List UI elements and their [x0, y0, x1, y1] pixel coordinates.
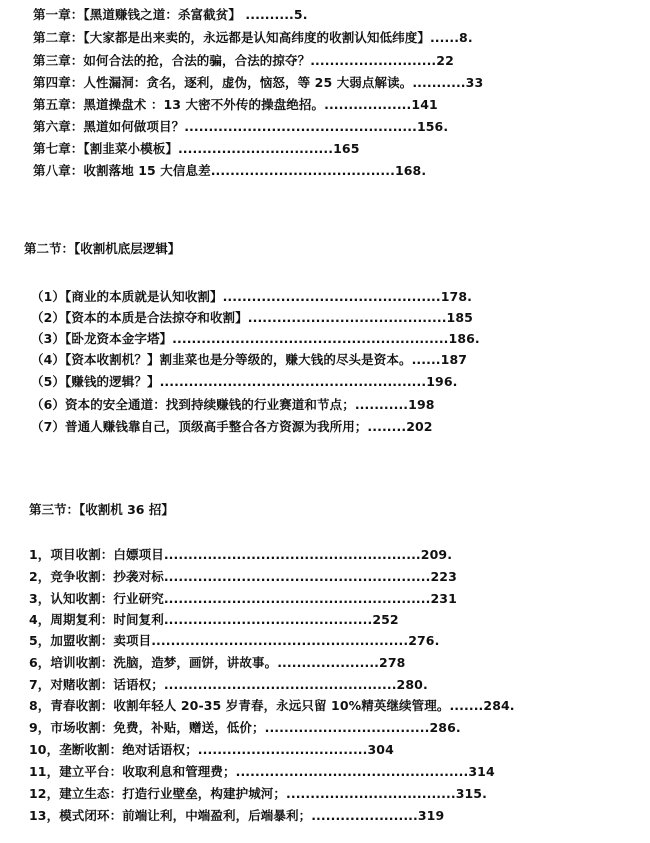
toc-title: 8，青春收割：收割年轻人 20-35 岁青春，永远只留 10%精英继续管理。: [29, 698, 450, 713]
dot-leader: .......: [449, 698, 484, 713]
toc-entry-chapter-7[interactable]: [33, 141, 360, 157]
toc-title: 7，对赌收割：话语权；: [29, 677, 164, 692]
toc-entry-chapter-8[interactable]: [33, 163, 426, 179]
page-number: 185: [446, 310, 473, 325]
toc-title: 11，建立平台：收取利息和管理费；: [29, 764, 236, 779]
dot-leader: ...........................................: [163, 612, 373, 627]
dot-leader: ..........: [245, 7, 294, 22]
dot-leader: .....................: [277, 655, 380, 670]
toc-entry-section-2-item-1[interactable]: [31, 289, 472, 305]
dot-leader: ......................................: [210, 163, 395, 178]
page-number: 141: [411, 97, 438, 112]
dot-leader: ...........: [354, 397, 409, 412]
toc-title: （2）【资本的本质是合法掠夺和收割】: [31, 310, 248, 325]
dot-leader: ................................................: [235, 764, 469, 779]
dot-leader: ................................................: [184, 119, 417, 134]
toc-title: （6）资本的安全通道：找到持续赚钱的行业赛道和节点；: [31, 397, 355, 412]
toc-title: 第五章：黑道操盘术 ：13 大密不外传的操盘绝招。: [33, 97, 325, 112]
dot-leader: ........: [367, 419, 407, 434]
toc-entry-section-2-item-3[interactable]: [31, 331, 480, 347]
toc-title: 第六章：黑道如何做项目？: [33, 119, 185, 134]
dot-leader: .......................................................: [163, 591, 431, 606]
dot-leader: ...................................: [286, 786, 456, 801]
page-number: 196.: [426, 374, 458, 389]
page-number: 178.: [440, 289, 472, 304]
page-number: 286.: [429, 720, 461, 735]
toc-title: 第四章：人性漏洞：贪名，逐利，虚伪，恼怒，等 25 大弱点解读。: [33, 75, 413, 90]
toc-entry-section-3-item-2[interactable]: [29, 569, 457, 585]
toc-title: 9，市场收割：免费，补贴，赠送，低价；: [29, 720, 265, 735]
dot-leader: ...........: [412, 75, 466, 90]
page-number: 202: [406, 419, 433, 434]
toc-title: 第一章：【黑道赚钱之道：杀富截贫】: [33, 7, 246, 22]
page-number: 187: [440, 352, 468, 367]
toc-title: 第八章：收割落地 15 大信息差: [33, 163, 211, 178]
page-number: 5.: [293, 7, 308, 22]
toc-title: 10，垄断收割：绝对话语权；: [29, 742, 198, 757]
toc-title: 13，模式闭环：前端让利，中端盈利，后端暴利；: [29, 808, 312, 823]
dot-leader: .....................................................: [151, 633, 409, 648]
page-number: 252: [372, 612, 399, 627]
toc-entry-chapter-6[interactable]: [33, 119, 448, 135]
page-number: 304: [367, 742, 394, 757]
toc-title: 第三章：如何合法的抢，合法的骗，合法的掠夺？: [33, 53, 311, 68]
dot-leader: ..................: [324, 97, 412, 112]
toc-entry-section-3-item-9[interactable]: [29, 720, 461, 736]
toc-entry-section-3-item-7[interactable]: [29, 677, 428, 693]
dot-leader: .......................................................: [163, 569, 431, 584]
toc-entry-section-2-item-2[interactable]: [31, 310, 473, 326]
toc-title: 4，周期复利：时间复利: [29, 612, 164, 627]
toc-entry-section-3-item-12[interactable]: [29, 786, 487, 802]
page-number: 22: [436, 53, 454, 68]
toc-entry-chapter-1[interactable]: [33, 7, 308, 23]
page-number: 165: [333, 141, 360, 156]
dot-leader: .........................................................: [172, 331, 449, 346]
toc-title: 1，项目收割：白嫖项目: [29, 547, 164, 562]
dot-leader: ................................................: [163, 677, 397, 692]
page-number: 168.: [394, 163, 427, 178]
page-number: 315.: [455, 786, 487, 801]
page-number: 278: [379, 655, 406, 670]
dot-leader: .....................................................: [163, 547, 421, 562]
toc-title: 5，加盟收割：卖项目: [29, 633, 152, 648]
dot-leader: ......: [411, 352, 441, 367]
section-3-heading: 第三节：【收割机 36 招】: [29, 502, 174, 517]
toc-entry-section-3-item-11[interactable]: [29, 764, 495, 780]
toc-entry-section-2-item-4[interactable]: [31, 352, 467, 368]
page-number: 209.: [420, 547, 453, 562]
toc-entry-section-3-item-5[interactable]: [29, 633, 439, 649]
page-number: 33: [465, 75, 484, 90]
toc-entry-section-3-item-6[interactable]: [29, 655, 405, 671]
page-number: 223: [430, 569, 457, 584]
page-number: 186.: [448, 331, 480, 346]
toc-title: 3，认知收割：行业研究: [29, 591, 164, 606]
dot-leader: ......: [429, 30, 460, 45]
dot-leader: .............................................: [222, 289, 441, 304]
page-number: 156.: [416, 119, 449, 134]
toc-title: 12，建立生态：打造行业壁垒，构建护城河；: [29, 786, 286, 801]
toc-entry-section-2-item-7[interactable]: [31, 419, 433, 435]
page-number: 314: [468, 764, 495, 779]
dot-leader: .......................................................: [159, 374, 427, 389]
toc-entry-section-2-item-6[interactable]: [31, 397, 435, 413]
toc-title: （1）【商业的本质就是认知收割】: [31, 289, 223, 304]
toc-entry-section-3-item-10[interactable]: [29, 742, 394, 758]
toc-title: （4）【资本收割机？】割韭菜也是分等级的，赚大钱的尽头是资本。: [31, 352, 412, 367]
page-number: 8.: [459, 30, 473, 45]
toc-entry-section-3-item-13[interactable]: [29, 808, 444, 824]
page-number: 276.: [408, 633, 440, 648]
dot-leader: ..................................: [264, 720, 430, 735]
dot-leader: ......................: [311, 808, 418, 823]
toc-title: （7）普通人赚钱靠自己，顶级高手整合各方资源为我所用；: [31, 419, 368, 434]
toc-title: 第七章：【割韭菜小模板】: [33, 141, 178, 156]
toc-title: （5）【赚钱的逻辑？】: [31, 374, 160, 389]
toc-entry-section-3-item-8[interactable]: [29, 698, 515, 714]
section-2-heading: 第二节：【收割机底层逻辑】: [24, 241, 181, 256]
toc-entry-section-3-item-3[interactable]: [29, 591, 457, 607]
dot-leader: ...................................: [197, 742, 368, 757]
dot-leader: .........................................: [247, 310, 447, 325]
toc-entry-section-3-item-4[interactable]: [29, 612, 399, 628]
toc-title: （3）【卧龙资本金字塔】: [31, 331, 173, 346]
toc-entry-section-3-item-1[interactable]: [29, 547, 452, 563]
dot-leader: ..........................: [310, 53, 437, 68]
toc-title: 第二章：【大家都是出来卖的，永远都是认知高纬度的收割认知低纬度】: [33, 30, 430, 45]
toc-entry-chapter-3[interactable]: [33, 53, 454, 69]
toc-entry-chapter-5[interactable]: [33, 97, 438, 113]
toc-entry-chapter-4[interactable]: [33, 75, 483, 91]
toc-entry-chapter-2[interactable]: [33, 30, 473, 46]
page-number: 284.: [483, 698, 515, 713]
dot-leader: ................................: [177, 141, 334, 156]
page-number: 280.: [396, 677, 428, 692]
page-number: 231: [430, 591, 457, 606]
toc-title: 6，培训收割：洗脑，造梦，画饼，讲故事。: [29, 655, 278, 670]
page-number: 319: [417, 808, 445, 823]
page-number: 198: [408, 397, 435, 412]
toc-title: 2，竞争收割：抄袭对标: [29, 569, 164, 584]
toc-entry-section-2-item-5[interactable]: [31, 374, 457, 390]
